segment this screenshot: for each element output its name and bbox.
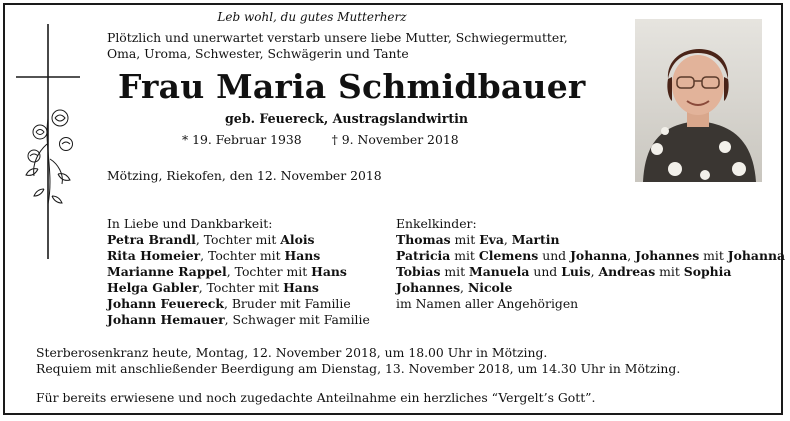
relation-text: , Bruder mit Familie [223, 296, 351, 311]
person-name: Hans [311, 264, 347, 279]
grandchildren-list [396, 216, 785, 312]
person-name: Alois [280, 232, 315, 247]
person-name: Marianne Rappel [107, 264, 227, 279]
mourners-list [107, 216, 370, 328]
person-name: Nicole [467, 280, 513, 295]
relation-text: und [538, 248, 571, 263]
relation-text: und [529, 264, 562, 279]
death-date: † 9. November 2018 [331, 132, 459, 147]
deceased-name: Frau Maria Schmidbauer [118, 67, 586, 106]
person-name: Johannes [396, 280, 461, 295]
relation-text: mit [699, 248, 728, 263]
relation-text: , [627, 248, 636, 263]
person-name: Martin [511, 232, 560, 247]
mourner-row [107, 232, 370, 248]
person-name: Tobias [396, 264, 441, 279]
person-name: Clemens [478, 248, 539, 263]
cross-with-roses-icon [14, 24, 84, 264]
grandchild-row [396, 232, 785, 248]
intro-line: Oma, Uroma, Schwester, Schwägerin und Tante [107, 46, 409, 61]
person-name: Johannes [635, 248, 700, 263]
person-name: Luis [561, 264, 591, 279]
relation-text: , [460, 280, 468, 295]
person-name: Manuela [469, 264, 530, 279]
relation-text: mit [440, 264, 470, 279]
person-name: Helga Gabler [107, 280, 199, 295]
person-name: Johanna [727, 248, 786, 263]
grandchild-row [396, 264, 785, 280]
person-name: Johann Feuereck [107, 296, 224, 311]
relation-text: , Tochter mit [200, 248, 285, 263]
mourner-row [107, 312, 370, 328]
person-name: Hans [284, 248, 321, 263]
requiem-notice: Requiem mit anschließender Beerdigung am Dienstag, 13. November 2018, um 14.30 Uhr in Mötzing. [36, 361, 681, 376]
person-name: Patricia [396, 248, 451, 263]
person-name: Johann Hemauer [107, 312, 225, 327]
relation-text: , Tochter mit [198, 280, 284, 295]
place-and-date: Mötzing, Riekofen, den 12. November 2018 [107, 168, 382, 183]
intro-text [107, 30, 568, 62]
portrait-photo [635, 19, 762, 182]
relation-text: , Schwager mit Familie [224, 312, 370, 327]
person-name: Andreas [598, 264, 656, 279]
grandchild-row [396, 248, 785, 264]
relation-text: mit [655, 264, 684, 279]
grandchildren-heading: Enkelkinder: [396, 216, 477, 231]
grandchild-row [396, 296, 785, 312]
mourners-heading: In Liebe und Dankbarkeit: [107, 216, 273, 231]
relation-text: mit [450, 232, 480, 247]
person-name: Petra Brandl [107, 232, 196, 247]
rosary-notice: Sterberosenkranz heute, Montag, 12. November 2018, um 18.00 Uhr in Mötzing. [36, 345, 548, 360]
person-name: Rita Homeier [107, 248, 201, 263]
relation-text: , Tochter mit [195, 232, 281, 247]
relation-text: mit [450, 248, 479, 263]
thanks-notice: Für bereits erwiesene und noch zugedachte Anteilnahme ein herzliches “Vergelt’s Gott”. [36, 390, 596, 405]
relation-text: , [503, 232, 512, 247]
relation-text: , Tochter mit [226, 264, 312, 279]
birth-date: * 19. Februar 1938 [182, 132, 302, 147]
life-dates [182, 132, 459, 148]
person-name: Sophia [683, 264, 732, 279]
person-name: Johanna [570, 248, 628, 263]
grandchild-row [396, 280, 785, 296]
person-name: Eva [479, 232, 504, 247]
person-name: Hans [283, 280, 319, 295]
intro-line: Plötzlich und unerwartet verstarb unsere liebe Mutter, Schwiegermutter, [107, 30, 568, 45]
mourner-row [107, 280, 370, 296]
mourner-row [107, 296, 370, 312]
relation-text: , [590, 264, 599, 279]
mourner-row [107, 248, 370, 264]
relation-text: im Namen aller Angehörigen [396, 296, 579, 311]
birth-name: geb. Feuereck, Austragslandwirtin [225, 111, 469, 126]
motto: Leb wohl, du gutes Mutterherz [217, 10, 407, 24]
person-name: Thomas [396, 232, 451, 247]
mourner-row [107, 264, 370, 280]
